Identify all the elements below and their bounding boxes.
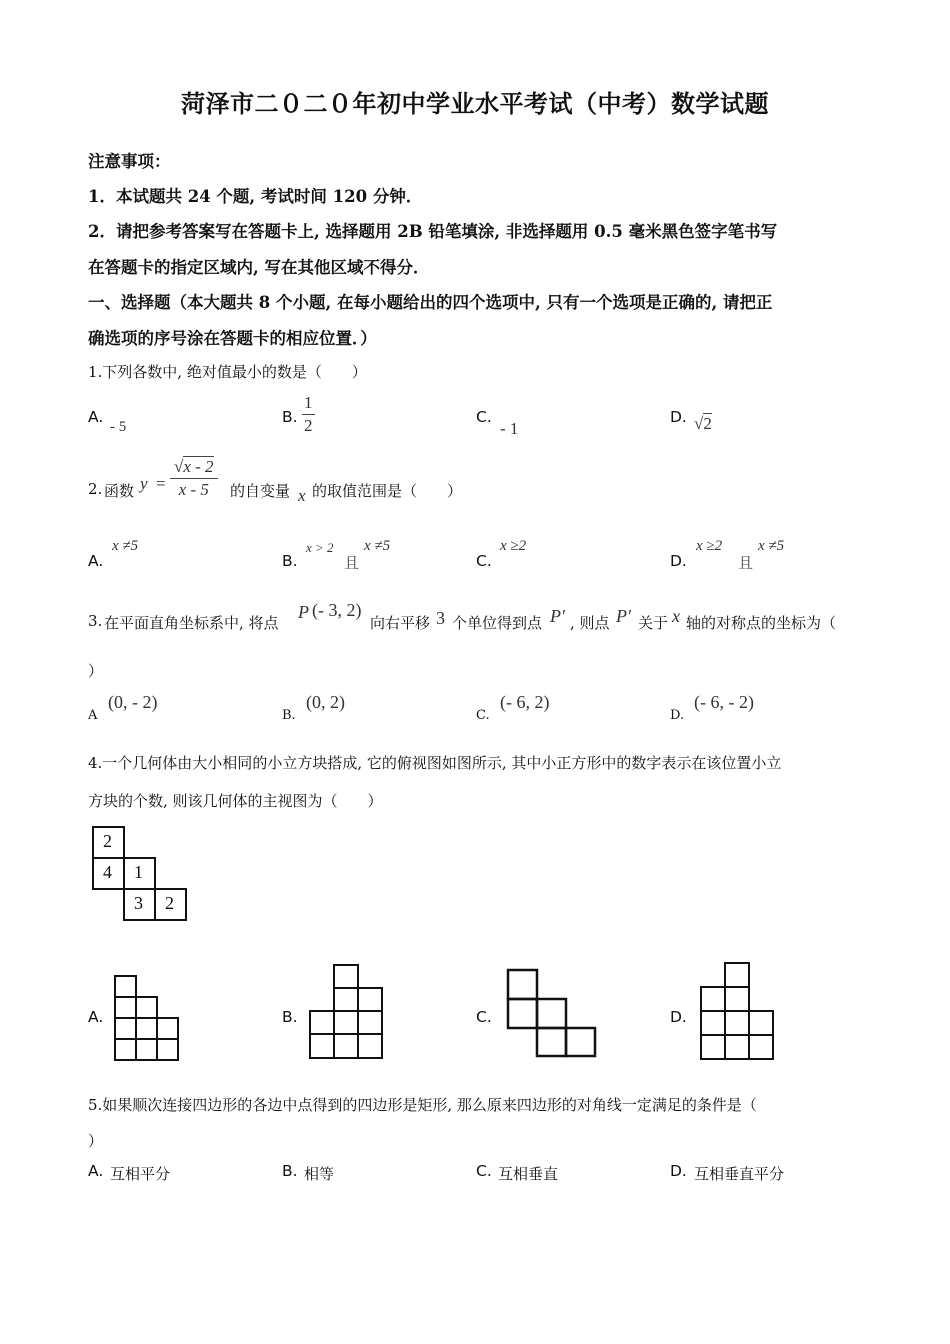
q5-option-d-text: 互相垂直平分 [694,1165,785,1183]
q1-option-b-label[interactable]: B. [282,408,298,426]
q5-option-b-text: 相等 [304,1165,335,1183]
q4-option-a-label[interactable]: A. [88,1008,104,1026]
q2-stem-a: 函数 [104,482,135,500]
q3-close-paren: ） [88,662,104,680]
notice-item-1: 1．本试题共 24 个题, 考试时间 120 分钟． [88,187,423,206]
q2-option-c-value: x ≥2 [500,538,527,554]
q3-text-3: 个单位得到点 [452,614,543,632]
q4-option-b-figure [309,964,383,1060]
q4-option-c-label[interactable]: C. [476,1008,492,1026]
q2-option-b-part1: x > 2 [306,540,334,555]
q2-option-d-part1: x ≥2 [696,538,723,554]
q2-function-fraction [170,456,218,501]
q3-option-c-value: (- 6, 2) [500,692,550,712]
q5-option-a-text: 互相平分 [110,1165,171,1183]
q4-stem-line-1: 4.一个几何体由大小相同的小立方块搭成, 它的俯视图如图所示, 其中小正方形中的数字表示在该位置小立 [88,754,782,772]
sqrt-icon: √ [174,457,184,476]
q5-option-a-label[interactable]: A. [88,1162,104,1180]
q3-point-p: P [298,602,309,622]
q2-option-a-label[interactable]: A. [88,552,104,570]
q1-option-d-value [694,414,712,434]
q5-option-c-label[interactable]: C. [476,1162,492,1180]
q1-b-denominator: 2 [304,416,313,435]
q2-var-x: x [298,486,306,505]
q5-stem: 5.如果顺次连接四边形的各边中点得到的四边形是矩形, 那么原来四边形的对角线一定满足的条件是（ [88,1096,757,1114]
section-1-heading-line-1: 一、选择题（本大题共 8 个小题, 在每小题给出的四个选项中, 只有一个选项是正确的, 请把正 [88,293,773,312]
q3-option-a-label[interactable]: A [88,708,98,723]
q2-option-d-and: 且 [738,554,754,572]
top-view-number: 2 [165,893,174,913]
q3-text-4: , 则点 [570,614,610,632]
q3-option-c-label[interactable]: C. [476,708,490,723]
q2-option-d-label[interactable]: D. [670,552,687,570]
q1-option-b-value [302,392,315,437]
q2-stem-b: 的自变量 [230,482,291,500]
q5-option-d-label[interactable]: D. [670,1162,687,1180]
exam-title: 菏泽市二０二０年初中学业水平考试（中考）数学试题 [181,90,769,118]
top-view-number: 4 [103,862,112,882]
q1-b-numerator: 1 [302,392,315,415]
top-view-number: 2 [103,831,112,851]
q3-x-axis: x [672,606,680,626]
q4-stem-line-2: 方块的个数, 则该几何体的主视图为（ ） [88,792,383,810]
q1-option-c-value: - 1 [500,419,519,438]
q3-text-5: 关于 [638,614,669,632]
notice-item-2-line-1: 2．请把参考答案写在答题卡上, 选择题用 2B 铅笔填涂, 非选择题用 0.5 毫米黑色签字笔书写 [88,222,778,241]
q3-text-2: 向右平移 [370,614,431,632]
q2-number: 2. [88,480,103,498]
q3-option-a-value: (0, - 2) [108,692,158,712]
q1-option-a-label[interactable]: A. [88,408,104,426]
q3-point-p-prime: P′ [550,606,565,626]
q5-close-paren: ） [88,1132,104,1150]
top-view-number: 1 [134,862,143,882]
q4-option-d-figure [700,962,776,1060]
q3-option-d-value: (- 6, - 2) [694,692,754,712]
q3-text-6: 轴的对称点的坐标为（ [686,614,837,632]
notice-item-2-line-2: 在答题卡的指定区域内, 写在其他区域不得分． [88,258,430,277]
q5-option-c-text: 互相垂直 [498,1165,559,1183]
q3-option-b-value: (0, 2) [306,692,345,712]
q4-option-a-figure [114,975,180,1061]
q4-option-c-figure [506,968,598,1058]
q3-option-d-label[interactable]: D. [670,708,685,723]
sqrt-icon: √ [694,414,704,433]
q3-option-b-label[interactable]: B. [282,708,296,723]
q2-option-b-label[interactable]: B. [282,552,298,570]
q4-option-d-label[interactable]: D. [670,1008,687,1026]
q3-text-1: 在平面直角坐标系中, 将点 [104,614,279,632]
q1-option-a-value: - 5 [110,419,127,435]
q2-y: y [140,474,148,493]
q2-option-b-and: 且 [344,554,360,572]
q3-shift-amount: 3 [436,608,445,628]
q2-stem-c: 的取值范围是（ ） [312,482,463,500]
q2-option-d-part2: x ≠5 [758,538,785,554]
q2-numerator: x - 2 [183,457,214,476]
q3-point-p-coord: (- 3, 2) [312,600,362,620]
notice-heading: 注意事项： [88,152,171,171]
q2-option-a-value: x ≠5 [112,538,139,554]
q2-option-b-part2: x ≠5 [364,538,391,554]
q5-option-b-label[interactable]: B. [282,1162,298,1180]
q3-point-p-prime-2: P′ [616,606,631,626]
section-1-heading-line-2: 确选项的序号涂在答题卡的相应位置．） [88,329,377,348]
question-1-stem: 1.下列各数中, 绝对值最小的数是（ ） [88,363,367,381]
q1-d-radicand: 2 [703,414,712,433]
q2-denominator: x - 5 [178,480,209,499]
top-view-number: 3 [134,893,143,913]
q1-option-d-label[interactable]: D. [670,408,687,426]
q3-number: 3. [88,612,103,630]
q2-equals: = [156,474,166,493]
q4-option-b-label[interactable]: B. [282,1008,298,1026]
q1-option-c-label[interactable]: C. [476,408,492,426]
q2-option-c-label[interactable]: C. [476,552,492,570]
